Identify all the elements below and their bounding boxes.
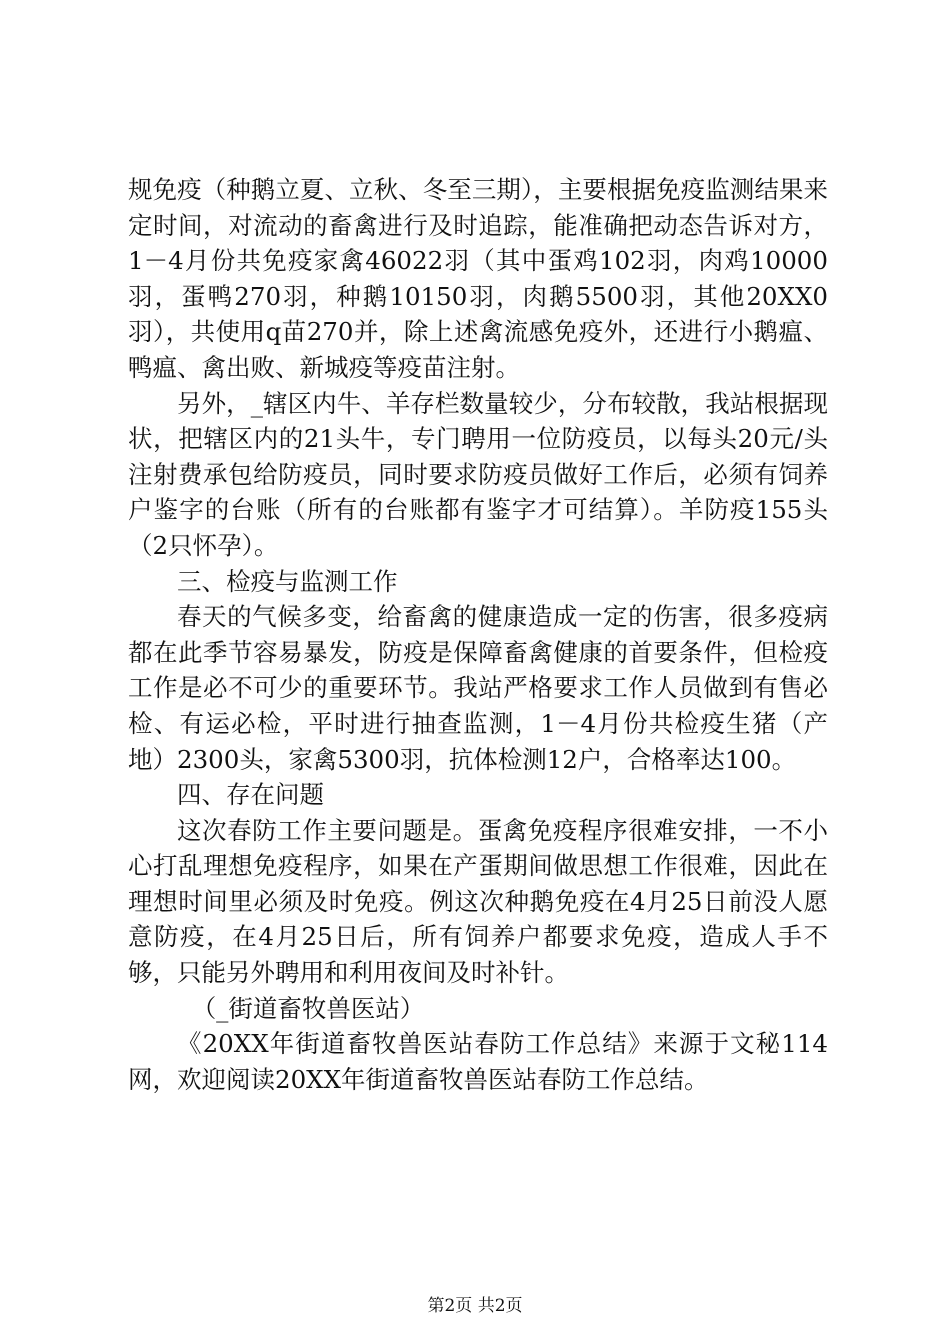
paragraph-immunization-record: 规免疫（种鹅立夏、立秋、冬至三期），主要根据免疫监测结果来定时间，对流动的畜禽进行及时追踪，能准确把动态告诉对方，1－4月份共免疫家禽46022羽（其中蛋鸡102羽，肉鸡10000羽，蛋鸭270羽，种鹅10150羽，肉鹅5500羽，其他20XX0羽），共使用q苗270并，除上述禽流感免疫外，还进行小鹅瘟、鸭瘟、禽出败、新城疫等疫苗注射。 [128,175,828,382]
section-heading-inspection: 三、检疫与监测工作 [177,566,398,596]
section-heading-problems: 四、存在问题 [177,780,324,810]
paragraph-inspection: 春天的气候多变，给畜禽的健康造成一定的伤害，很多疫病都在此季节容易暴发，防疫是保障畜禽健康的首要条件，但检疫工作是必不可少的重要环节。我站严格要求工作人员做到有售必检、有运必检，平时进行抽查监测，1－4月份共检疫生猪（产地）2300头，家禽5300羽，抗体检测12户，合格率达100。 [128,602,828,774]
document-body [128,172,828,1097]
paragraph-problems: 这次春防工作主要问题是。蛋禽免疫程序很难安排，一不小心打乱理想免疫程序，如果在产蛋期间做思想工作很难，因此在理想时间里必须及时免疫。例这次种鹅免疫在4月25日前没人愿意防疫，在4月25日后，所有饲养户都要求免疫，造成人手不够，只能另外聘用和利用夜间及时补针。 [128,815,828,988]
paragraph-source-note: 《20XX年街道畜牧兽医站春防工作总结》来源于文秘114网，欢迎阅读20XX年街道畜牧兽医站春防工作总结。 [128,1029,828,1094]
page-number-footer: 第2页 共2页 [427,1296,523,1316]
signature-line: （_街道畜牧兽医站） [191,993,425,1023]
paragraph-cattle-sheep: 另外，_辖区内牛、羊存栏数量较少，分布较散，我站根据现状，把辖区内的21头牛，专门聘用一位防疫员，以每头20元/头注射费承包给防疫员，同时要求防疫员做好工作后，必须有饲养户鉴字的台账（所有的台账都有鉴字才可结算）。羊防疫155头（2只怀孕）。 [128,388,828,560]
